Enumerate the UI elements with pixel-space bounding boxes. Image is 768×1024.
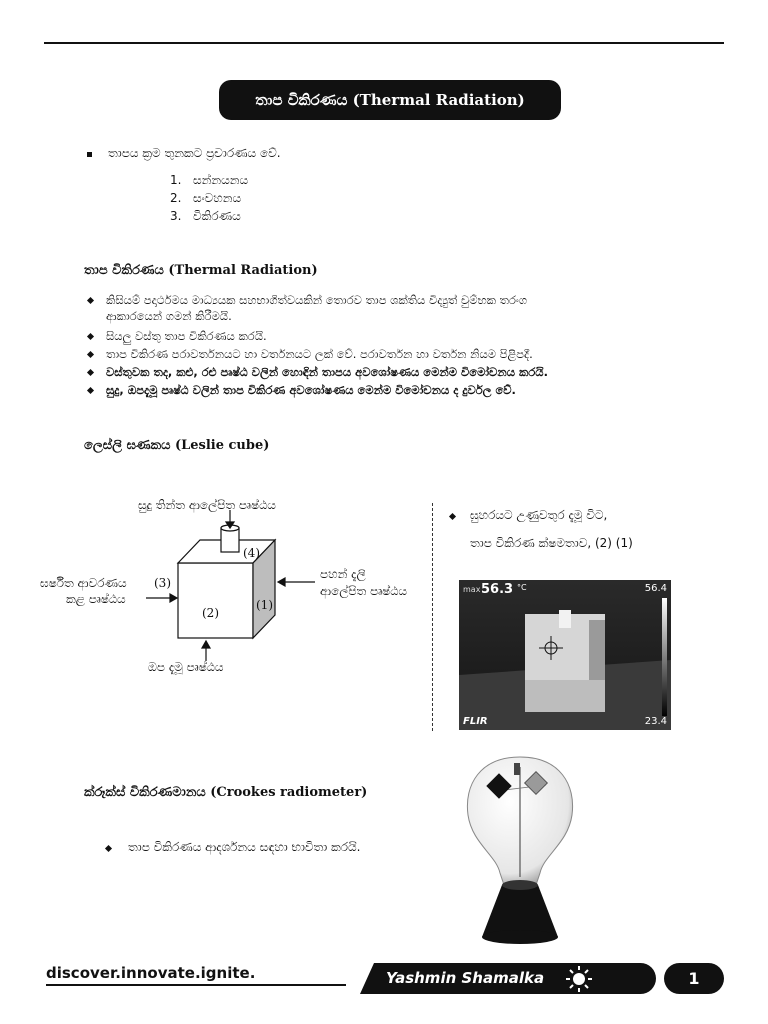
method-num: 3. (170, 209, 182, 223)
flir-logo: FLIR (463, 716, 488, 727)
bullet-diamond-icon (87, 387, 94, 394)
author-name: Yashmin Shamalka (386, 969, 545, 987)
scale-top-value: 56.4 (644, 583, 667, 594)
method-label: විකිරණය (193, 209, 241, 223)
section-heading: ලෙස්ලි ඝණකය (Leslie cube) (84, 438, 270, 453)
bullet-diamond-icon (105, 845, 112, 852)
point-text-bold: සුදු, ඔපදැමූ පෘෂ්ඨ වලින් තාප විකිරණ අවශෝෂණය මෙන්ම විමෝචනය ද දුර්වල වේ. (106, 383, 516, 397)
leslie-note: තාප විකිරණ ක්ෂමතාව, (2) (1) (470, 536, 633, 550)
top-rule (44, 42, 724, 44)
bullet-diamond-icon (87, 351, 94, 358)
leslie-note: ඝුහරයට උණුවතුර දැමූ විට, (470, 508, 608, 522)
footer-rule (46, 984, 346, 986)
bullet-diamond-icon (87, 333, 94, 340)
sun-icon (566, 966, 592, 992)
label-right-1: පහන් දැලි (320, 567, 366, 581)
page-title: තාප විකිරණය (Thermal Radiation) (219, 80, 561, 120)
footer-slogan: discover.innovate.ignite. (46, 964, 256, 982)
max-label: max (463, 585, 481, 594)
max-unit: °C (517, 583, 527, 592)
method-num: 2. (170, 191, 182, 205)
scale-bottom-value: 23.4 (644, 716, 667, 727)
label-bottom-surface: ඔප දැමූ පෘෂ්ඨය (148, 660, 224, 674)
bullet-diamond-icon (87, 369, 94, 376)
label-num-1: (1) (256, 598, 273, 612)
max-value: 56.3 (481, 582, 514, 597)
label-top-surface: සුදු තින්ත ආලේපිත පෘෂ්ඨය (138, 498, 276, 512)
method-num: 1. (170, 173, 182, 187)
method-label: සංවහනය (193, 191, 242, 205)
divider (432, 503, 433, 731)
thermal-camera-image (459, 580, 671, 730)
crookes-radiometer-image (460, 755, 580, 950)
label-right-2: ආලේපිත පෘෂ්ඨය (320, 584, 408, 598)
intro-bullet: තාපය ක්‍රම තුනකට ප්‍රචාරණය වේ. (108, 146, 281, 160)
label-num-3: (3) (154, 576, 171, 590)
bullet-diamond-icon (87, 297, 94, 304)
section-heading: ක්රූක්ස් විකිරණමානය (Crookes radiometer) (84, 785, 368, 800)
method-label: සන්නයනය (193, 173, 249, 187)
label-left-1: ඝර්ෂිත ආවරණය (40, 576, 127, 590)
bullet-square-icon (87, 152, 92, 157)
label-left-2: කළ පෘෂ්ඨය (66, 592, 126, 606)
point-text: කිසියම් පදාර්ථමය මාධ්‍යයක සහභාගිත්වයකින් තොරව තාප ශක්තිය විද්‍යුත් චුම්භක තරංග (106, 293, 528, 307)
point-text-bold: වස්තුවක තද, කළු, රළු පෘෂ්ඨ වලින් හොඳින් තාපය අවශෝෂණය මෙන්ම විමෝචනය කරයි. (106, 365, 548, 379)
bullet-diamond-icon (449, 513, 456, 520)
point-text: ආකාරයෙන් ගමන් කිරීමයි. (106, 309, 232, 323)
point-text: සියලු වස්තු තාප විකිරණය කරයි. (106, 329, 267, 343)
label-num-2: (2) (202, 606, 219, 620)
crookes-point: තාප විකිරණය ආදර්ශනය සඳහා භාවිතා කරයි. (128, 840, 361, 854)
point-text: තාප විකිරණ පරාවර්තනයට හා වර්තනයට ලක් වේ. පරාවර්තන හා වර්තන නියම පිළිපදී. (106, 347, 533, 361)
section-heading: තාප විකිරණය (Thermal Radiation) (84, 263, 318, 278)
label-num-4: (4) (243, 546, 260, 560)
page-number: 1 (664, 963, 724, 994)
